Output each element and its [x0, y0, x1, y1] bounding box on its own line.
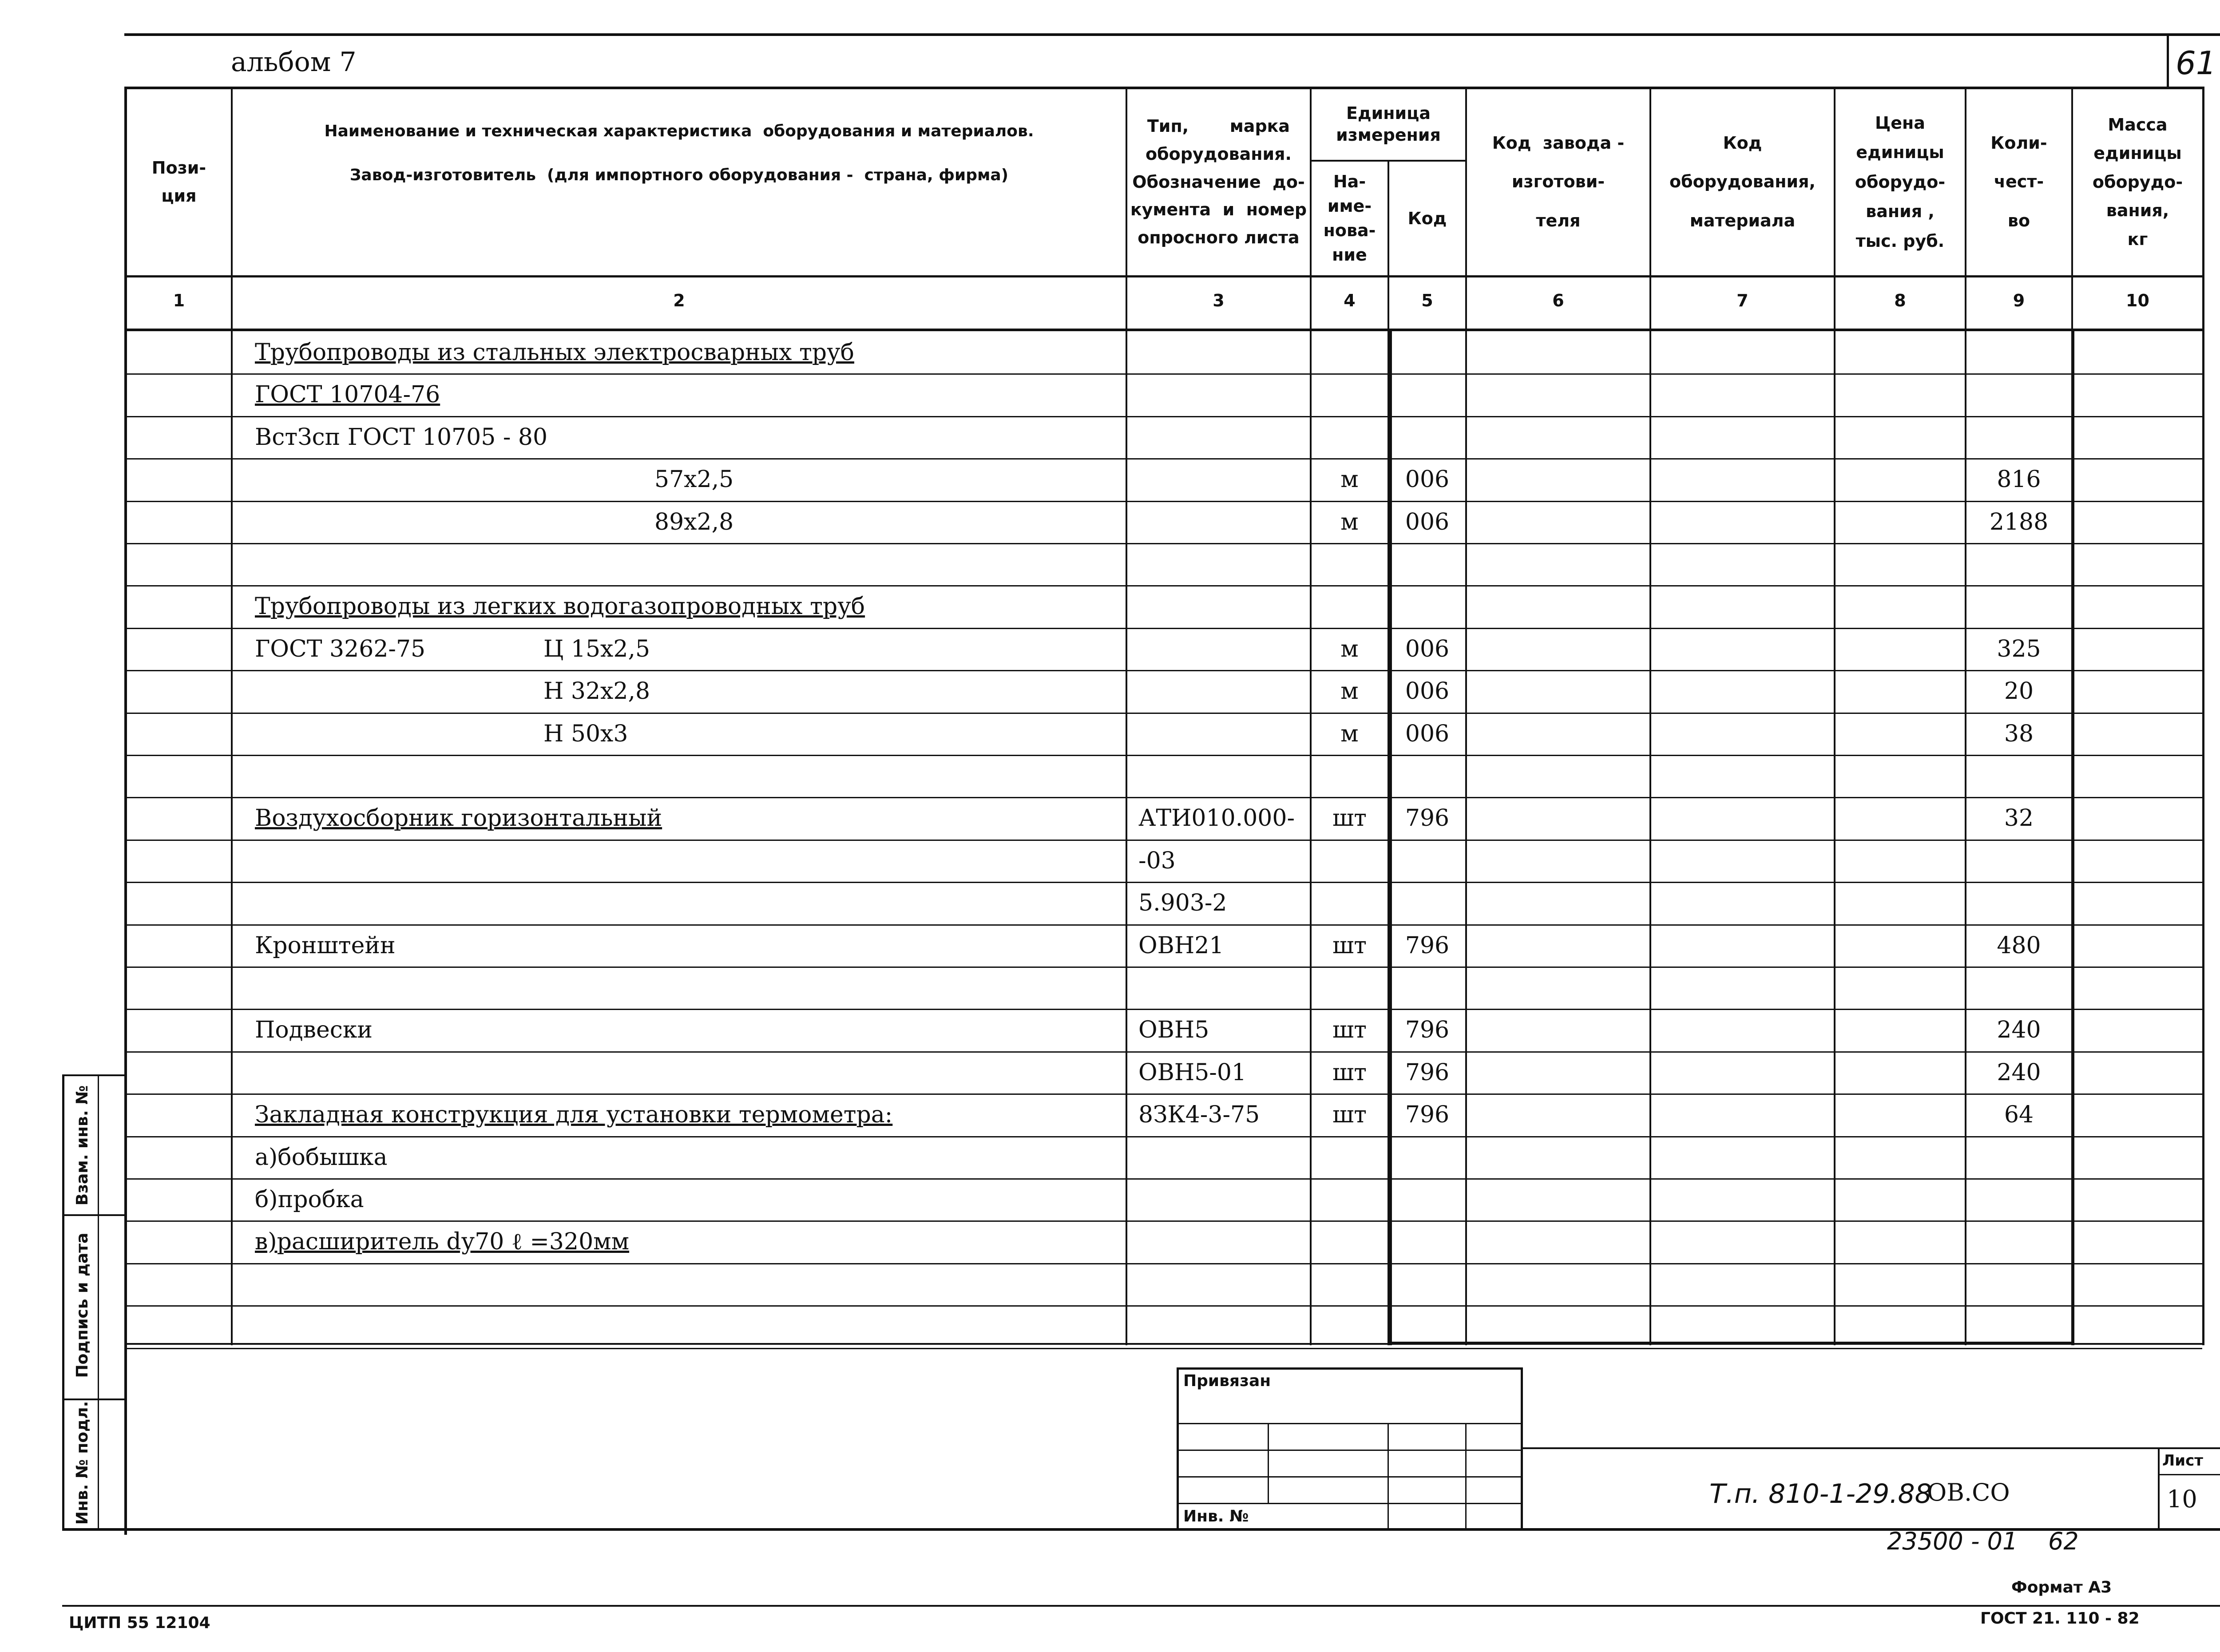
row-separator [124, 543, 2202, 544]
list-number: 10 [2167, 1485, 2197, 1513]
col-line-8 [1965, 87, 1966, 1345]
side-stamp-podpis: Подпись и дата [73, 1232, 91, 1378]
row-separator [124, 1263, 2202, 1264]
row-separator [124, 840, 2202, 841]
row-separator [124, 1305, 2202, 1307]
row-name-size: Н 50х3 [543, 721, 628, 747]
privyazan-label: Привязан [1183, 1372, 1271, 1390]
colnum-10: 10 [2126, 291, 2149, 310]
row-name: ГОСТ 3262-75 [255, 636, 426, 662]
row-separator [124, 1009, 2202, 1010]
privyazan-col1 [1268, 1423, 1269, 1503]
colnum-9: 9 [2013, 291, 2025, 310]
row-separator [124, 1348, 2202, 1349]
row-separator [124, 1051, 2202, 1053]
numbers-bottom [124, 329, 2202, 331]
row-code: 796 [1405, 1059, 1450, 1086]
list-box-div [2158, 1474, 2220, 1475]
row-type: АТИ010.000- [1138, 805, 1295, 832]
privyazan-row2 [1177, 1450, 1523, 1451]
row-name-size: Н 32х2,8 [543, 678, 650, 705]
col-line-7 [1834, 87, 1835, 1345]
header-col-5: Код [1407, 208, 1447, 228]
side-stamp-inv-podl: Инв. № подл. [73, 1401, 91, 1525]
row-separator [124, 1093, 2202, 1095]
row-unit: шт [1332, 1059, 1367, 1086]
row-name-size: Ц 15х2,5 [543, 636, 650, 662]
row-unit: м [1340, 509, 1359, 535]
col-line-3 [1310, 87, 1312, 1345]
row-name: ВстЗсп ГОСТ 10705 - 80 [255, 424, 548, 451]
row-separator [124, 967, 2202, 968]
row-qty: 816 [1997, 466, 2041, 493]
row-separator [124, 373, 2202, 375]
row-name: Подвески [255, 1017, 373, 1043]
row-separator [124, 628, 2202, 629]
row-separator [124, 755, 2202, 756]
row-unit: м [1340, 678, 1359, 705]
row-code: 006 [1405, 509, 1450, 535]
footer-left: ЦИТП 55 12104 [69, 1614, 210, 1632]
row-type: ОВН21 [1138, 932, 1224, 959]
col-line-6 [1649, 87, 1651, 1345]
row-qty: 32 [2004, 805, 2034, 832]
list-label: Лист [2162, 1452, 2203, 1470]
row-name: Воздухосборник горизонтальный [255, 805, 662, 832]
inv-no-label: Инв. № [1183, 1507, 1249, 1525]
side-stamp-inner [98, 1074, 99, 1531]
privyazan-row4 [1177, 1503, 1523, 1504]
row-separator [124, 458, 2202, 460]
doc-code: Т.п. 810-1-29.88 [1709, 1478, 1932, 1509]
thick-block-right [2071, 331, 2074, 1345]
side-stamp-div3 [62, 1398, 127, 1400]
doc-section: ОВ.СО [1927, 1478, 2010, 1506]
row-separator [124, 924, 2202, 926]
colnum-1: 1 [173, 291, 185, 310]
row-code: 796 [1405, 1101, 1450, 1128]
header-col-1: Пози- ция [151, 158, 206, 206]
row-name: а)бобышка [255, 1144, 388, 1171]
privyazan-col3 [1465, 1423, 1467, 1529]
row-name: 57х2,5 [654, 466, 734, 493]
row-code: 006 [1405, 636, 1450, 662]
row-name: в)расширитель dу70 ℓ =320мм [255, 1228, 630, 1255]
row-code: 006 [1405, 721, 1450, 747]
row-unit: м [1340, 721, 1359, 747]
row-name: Кронштейн [255, 932, 396, 959]
row-type: 8ЗК4-3-75 [1138, 1101, 1260, 1128]
privyazan-row1 [1177, 1423, 1523, 1424]
row-qty: 38 [2004, 721, 2034, 747]
colnum-7: 7 [1736, 291, 1748, 310]
row-name: Закладная конструкция для установки термометра: [255, 1101, 893, 1128]
colnum-3: 3 [1213, 291, 1225, 310]
row-separator [124, 1136, 2202, 1137]
header-col-8: Цена единицы оборудо- вания , тыс. руб. [1855, 113, 1946, 251]
handwritten-number: 23500 - 01 62 [1887, 1527, 2079, 1555]
col-line-2 [1126, 87, 1127, 1345]
row-name: б)пробка [255, 1186, 364, 1213]
col-line-5 [1465, 87, 1467, 1345]
row-code: 796 [1405, 1017, 1450, 1043]
header-col-4: На- име- нова- ние [1323, 171, 1376, 265]
header-col-2: Наименование и техническая характеристика оборудования и материалов. Завод-изготовитель (для импортного оборудования - страна, фирма) [324, 122, 1034, 184]
footer-line [62, 1605, 2220, 1607]
row-name: Трубопроводы из стальных электросварных труб [255, 339, 854, 366]
side-stamp-div2 [62, 1214, 127, 1216]
row-qty: 325 [1997, 636, 2041, 662]
row-qty: 480 [1997, 932, 2041, 959]
row-separator [124, 670, 2202, 671]
privyazan-row3 [1177, 1476, 1523, 1478]
colnum-8: 8 [1894, 291, 1906, 310]
row-name: Трубопроводы из легких водогазопроводных труб [255, 593, 865, 620]
row-code: 006 [1405, 466, 1450, 493]
col-line-1 [231, 87, 233, 1345]
row-name: ГОСТ 10704-76 [255, 381, 440, 408]
footer-gost: ГОСТ 21. 110 - 82 [1980, 1609, 2140, 1628]
header-unit-group: Единица измерения [1336, 103, 1441, 145]
header-col-9: Коли- чест- во [1990, 133, 2047, 230]
row-unit: шт [1332, 1017, 1367, 1043]
side-stamp-left [62, 1074, 64, 1531]
header-col-6: Код завода - изготови- теля [1492, 133, 1625, 230]
side-stamp-vzam: Взам. инв. № [73, 1085, 91, 1206]
row-separator [124, 501, 2202, 502]
row-code: 796 [1405, 932, 1450, 959]
row-separator [124, 1178, 2202, 1180]
footer-format: Формат А3 [2011, 1578, 2112, 1597]
header-col-10: Масса единицы оборудо- вания, кг [2092, 115, 2183, 249]
top-number-box [2167, 33, 2169, 87]
row-separator [124, 585, 2202, 586]
row-unit: м [1340, 636, 1359, 662]
privyazan-col2 [1388, 1423, 1389, 1529]
privyazan-left [1177, 1367, 1179, 1529]
row-separator [124, 1220, 2202, 1222]
row-qty: 20 [2004, 678, 2034, 705]
header-col-7: Код оборудования, материала [1669, 133, 1816, 230]
colnum-5: 5 [1421, 291, 1433, 310]
album-label: альбом 7 [231, 47, 357, 78]
colnum-4: 4 [1344, 291, 1356, 310]
row-name: 89х2,8 [654, 509, 734, 535]
frame-top [124, 33, 2220, 36]
side-stamp-div1 [62, 1074, 127, 1076]
row-unit: м [1340, 466, 1359, 493]
table-right [2202, 87, 2204, 1345]
row-separator [124, 416, 2202, 417]
colnum-2: 2 [673, 291, 685, 310]
row-qty: 240 [1997, 1059, 2041, 1086]
row-type: ОВН5-01 [1138, 1059, 1247, 1086]
row-qty: 240 [1997, 1017, 2041, 1043]
row-unit: шт [1332, 1101, 1367, 1128]
colnum-6: 6 [1552, 291, 1564, 310]
row-type: 5.903-2 [1138, 890, 1227, 916]
header-col-3: Тип, марка оборудования. Обозначение до- кумента и номер опросного листа [1130, 116, 1307, 248]
list-box-left [2158, 1447, 2160, 1529]
table-body-bottom [124, 1343, 2202, 1345]
row-separator [124, 713, 2202, 714]
header-bottom [124, 275, 2202, 277]
row-type: ОВН5 [1138, 1017, 1209, 1043]
row-unit: шт [1332, 805, 1367, 832]
row-type: -03 [1138, 848, 1176, 874]
privyazan-top [1177, 1367, 1523, 1370]
row-qty: 64 [2004, 1101, 2034, 1128]
row-separator [124, 882, 2202, 883]
row-qty: 2188 [1989, 509, 2049, 535]
row-code: 796 [1405, 805, 1450, 832]
row-separator [124, 797, 2202, 798]
row-code: 006 [1405, 678, 1450, 705]
sheet-top-number: 61 [2176, 44, 2216, 82]
row-unit: шт [1332, 932, 1367, 959]
title-block-top [1523, 1447, 2220, 1449]
